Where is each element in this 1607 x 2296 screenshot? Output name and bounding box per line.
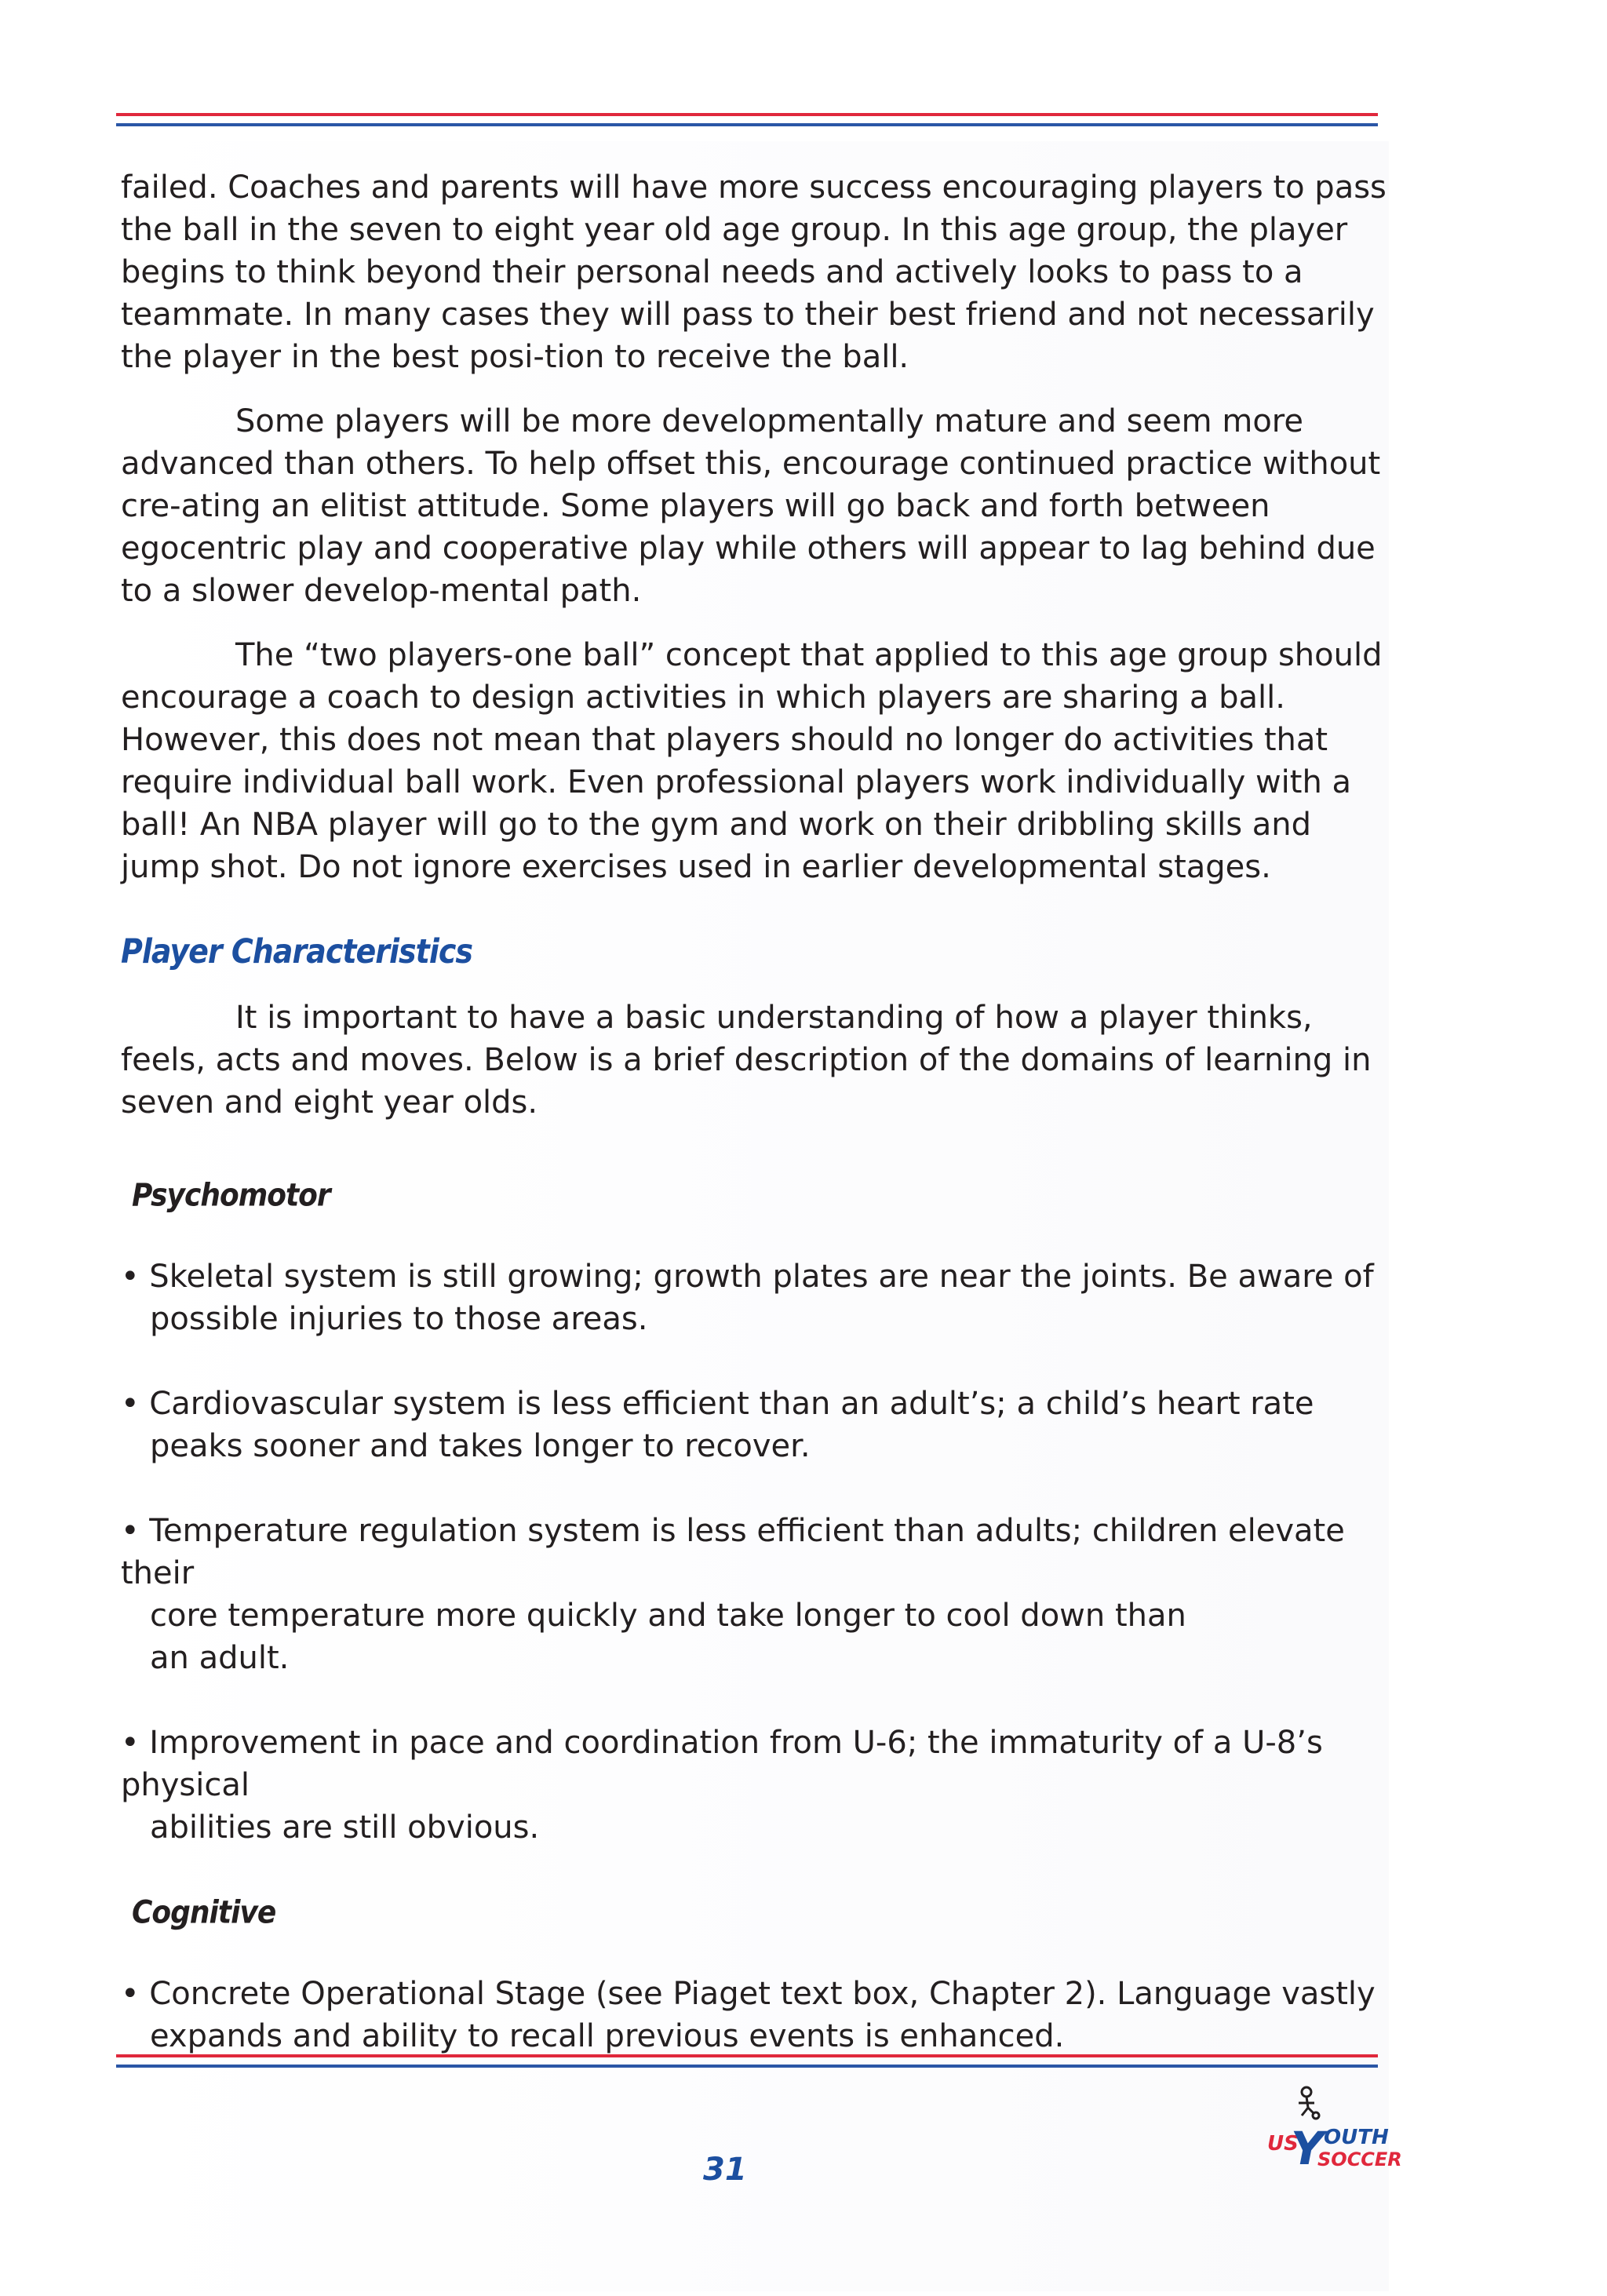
bullet-line: • Temperature regulation system is less efficient than adults; children elevate their (121, 1513, 1345, 1591)
logo-y: Y (1291, 2122, 1324, 2175)
us-youth-soccer-logo (1267, 2081, 1402, 2191)
psychomotor-bullet-3 (121, 1510, 1392, 1679)
logo-soccer: SOCCER (1317, 2148, 1402, 2170)
bullet-line: possible injuries to those areas. (150, 1301, 648, 1337)
page-content (121, 166, 1392, 2057)
cognitive-bullet-1 (121, 1973, 1392, 2057)
top-rule (116, 113, 1378, 126)
bullet-line: an adult. (150, 1640, 290, 1676)
bullet-line: • Skeletal system is still growing; growth plates are near the joints. Be aware of (121, 1259, 1374, 1295)
paragraph-3: The “two players-one ball” concept that applied to this age group should encourage a coach to design activities in which players are sharing a ball. However, this does not mean that players should no longer do activities that require individual ball work. Even professional players work individually with a ball! An NBA player will go to the gym and work on their dribbling skills and jump shot. Do not ignore exercises used in earlier developmental stages. (121, 637, 1383, 885)
psychomotor-bullet-2 (121, 1383, 1392, 1467)
bullet-line: core temperature more quickly and take longer to cool down than (150, 1598, 1186, 1634)
section-heading: Player Characteristics (121, 931, 473, 971)
bullet-line: abilities are still obvious. (150, 1809, 540, 1846)
bullet-line: • Concrete Operational Stage (see Piaget text box, Chapter 2). Language vastly (121, 1976, 1376, 2012)
logo-youth: OUTH (1324, 2126, 1389, 2149)
bullet-line: • Cardiovascular system is less efficient than an adult’s; a child’s heart rate (121, 1386, 1314, 1422)
bullet-line: peaks sooner and takes longer to recover. (150, 1428, 811, 1464)
bottom-rule (116, 2054, 1378, 2068)
paragraph-2: Some players will be more developmentally mature and seem more advanced than others. To help offset this, encourage continued practice without cre-ating an elitist attitude. Some players will go back and forth between egocentric play and cooperative play while others will appear to lag behind due to a slower develop-mental path. (121, 403, 1381, 609)
psychomotor-bullet-4 (121, 1722, 1392, 1849)
bullet-line: expands and ability to recall previous events is enhanced. (150, 2018, 1065, 2054)
cognitive-heading: Cognitive (132, 1894, 276, 1931)
psychomotor-heading: Psychomotor (132, 1177, 330, 1214)
player-figure-icon (1299, 2087, 1319, 2119)
paragraph-1: failed. Coaches and parents will have more success encouraging players to pass the ball in the seven to eight year old age group. In this age group, the player begins to think beyond their personal needs and actively looks to pass to a teammate. In many cases they will pass to their best friend and not necessarily the player in the best posi-tion to receive the ball. (121, 169, 1387, 375)
page-number: 31 (703, 2152, 747, 2188)
section-intro: It is important to have a basic understanding of how a player thinks, feels, acts and moves. Below is a brief description of the domains of learning in seven and eight year olds. (121, 1000, 1372, 1121)
logo-us: US (1267, 2132, 1299, 2156)
psychomotor-bullet-1 (121, 1256, 1392, 1340)
bullet-line: • Improvement in pace and coordination from U-6; the immaturity of a U-8’s physical (121, 1725, 1323, 1803)
